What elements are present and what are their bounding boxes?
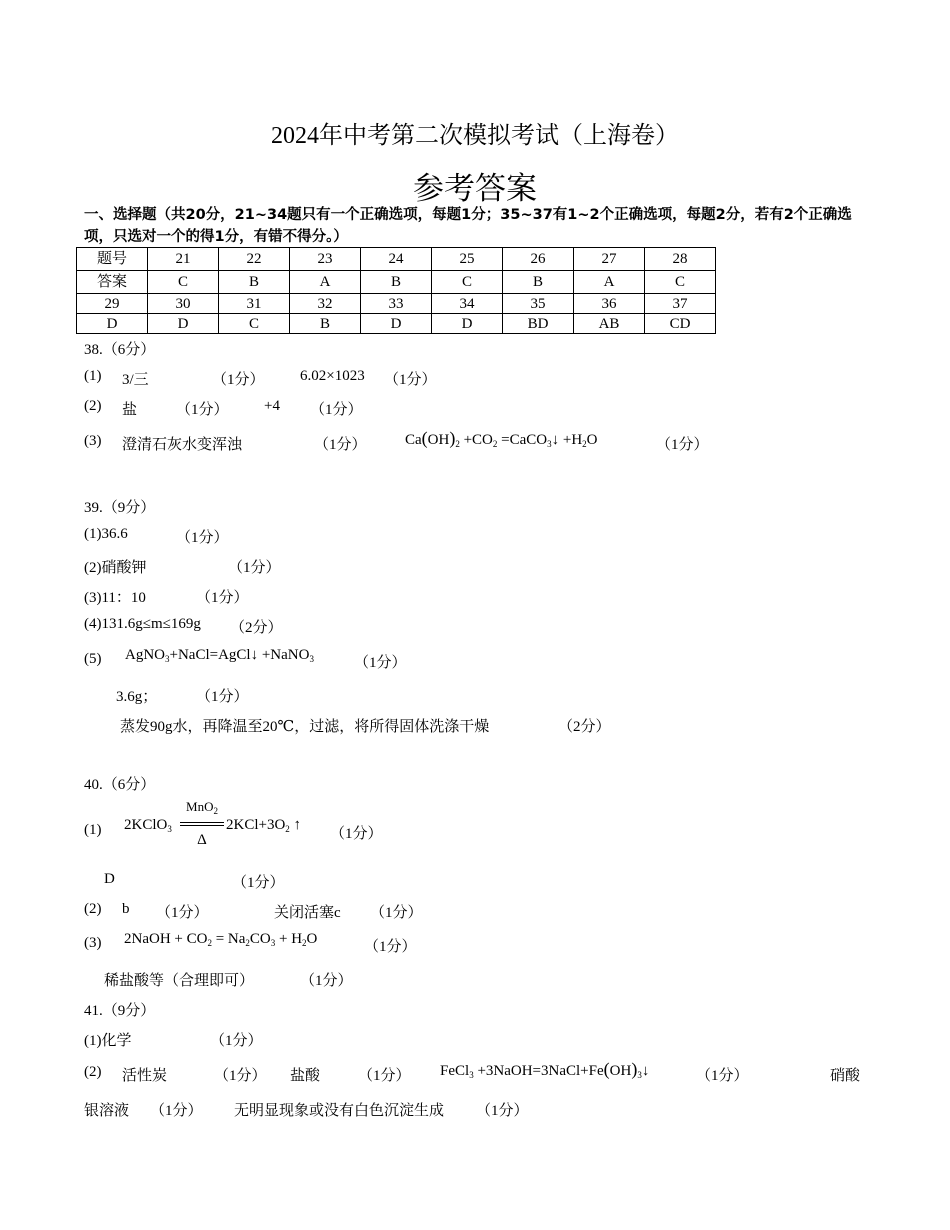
q40-1b-answer: D: [104, 871, 115, 887]
q39-1-score: （1分）: [176, 530, 229, 546]
table-row: [77, 294, 716, 314]
q40-3b-score: （1分）: [300, 973, 353, 989]
table-cell: 34: [432, 294, 503, 314]
q40-1b-score: （1分）: [232, 875, 285, 891]
q38-heading: 38.（6分）: [84, 342, 156, 358]
q41-1-score: （1分）: [210, 1033, 263, 1049]
q38-1-score: （1分）: [212, 372, 265, 388]
q41-3-score-b: （1分）: [476, 1103, 529, 1119]
q41-3-answer: 银溶液: [84, 1103, 130, 1119]
q39-5-equation: AgNO$_3$+NaCl=AgCl↓ +NaNO$_3$: [125, 647, 314, 664]
table-cell: B: [219, 271, 290, 294]
table-cell: 33: [361, 294, 432, 314]
table-row: [77, 271, 716, 294]
q40-1-condition: MnO$_2$ Δ: [180, 800, 224, 849]
q41-2-number: (2): [84, 1064, 102, 1080]
q41-3-score: （1分）: [150, 1103, 203, 1119]
section1-heading: 一、选择题（共20分，21~34题只有一个正确选项，每题1分；35~37有1~2个正确选项，每题2分，若有2个正确选项，只选对一个的得1分，有错不得分。）: [84, 207, 852, 245]
table-cell: C: [432, 271, 503, 294]
q38-2-answer-b: +4: [264, 398, 280, 414]
table-cell: C: [219, 314, 290, 334]
equals-sign: [180, 822, 224, 826]
q41-3-answer-b: 无明显现象或没有白色沉淀生成: [234, 1103, 445, 1119]
q38-1-score-b: （1分）: [384, 372, 437, 388]
table-cell: C: [148, 271, 219, 294]
table-cell: 35: [503, 294, 574, 314]
table-cell: D: [148, 314, 219, 334]
q40-3-score: （1分）: [364, 939, 417, 955]
q38-2-answer: 盐: [122, 402, 138, 418]
table-cell: BD: [503, 314, 574, 334]
q39-5-number: (5): [84, 651, 102, 667]
q40-1-product: $2KCl+3O_2$ ↑: [226, 817, 302, 834]
q41-2-answer: 活性炭: [122, 1068, 168, 1084]
table-cell: 30: [148, 294, 219, 314]
table-cell: 答案: [77, 271, 148, 294]
table-cell: 28: [645, 248, 716, 271]
q38-3-number: (3): [84, 433, 102, 449]
q40-3b-answer: 稀盐酸等（合理即可）: [104, 973, 255, 989]
q39-2-answer: (2)硝酸钾: [84, 560, 147, 576]
q40-2-answer: b: [122, 901, 130, 917]
q40-3-number: (3): [84, 935, 102, 951]
q40-1-number: (1): [84, 822, 102, 838]
q38-1-number: (1): [84, 368, 102, 384]
q40-heading: 40.（6分）: [84, 777, 156, 793]
table-cell: C: [645, 271, 716, 294]
table-cell: 36: [574, 294, 645, 314]
q40-1-reactant: 2KClO$_3$: [124, 817, 172, 834]
table-cell: 22: [219, 248, 290, 271]
table-cell: 24: [361, 248, 432, 271]
table-cell: 26: [503, 248, 574, 271]
q40-2-answer-b: 关闭活塞c: [274, 905, 341, 921]
page-title: 2024年中考第二次模拟考试（上海卷）: [271, 123, 679, 149]
q38-3-answer: 澄清石灰水变浑浊: [122, 437, 243, 453]
q39-2-score: （1分）: [228, 560, 281, 576]
table-cell: B: [361, 271, 432, 294]
table-cell: 21: [148, 248, 219, 271]
table-cell: 27: [574, 248, 645, 271]
table-cell: A: [290, 271, 361, 294]
table-cell: 25: [432, 248, 503, 271]
table-cell: AB: [574, 314, 645, 334]
q41-2-score-b: （1分）: [358, 1068, 411, 1084]
q41-2-score-c: （1分）: [696, 1068, 749, 1084]
table-cell: 32: [290, 294, 361, 314]
table-cell: A: [574, 271, 645, 294]
table-cell: 23: [290, 248, 361, 271]
q40-3-equation: 2NaOH + $CO_2 = Na_2CO_3 + H_2O$: [124, 931, 318, 948]
q39-7-answer: 蒸发90g水，再降温至20℃，过滤，将所得固体洗涤干燥: [120, 719, 490, 735]
q38-2-score-b: （1分）: [310, 402, 363, 418]
q41-heading: 41.（9分）: [84, 1003, 156, 1019]
table-cell: B: [503, 271, 574, 294]
q38-1-answer: 3/三: [122, 372, 149, 388]
q39-5-score: （1分）: [354, 655, 407, 671]
q41-2-equation: FeCl$_3$ $+3NaOH=3NaCl+Fe(OH)_3↓$: [440, 1059, 650, 1080]
q41-1-answer: (1)化学: [84, 1033, 132, 1049]
q38-2-number: (2): [84, 398, 102, 414]
q38-3-score-b: （1分）: [656, 437, 709, 453]
q38-3-equation: $Ca(OH)_2 +CO_2$ =CaCO$_3$↓ $+H_2O$: [405, 428, 598, 449]
q39-4-score: （2分）: [230, 620, 283, 636]
q40-1-score: （1分）: [330, 826, 383, 842]
table-cell: B: [290, 314, 361, 334]
table-row: [77, 314, 716, 334]
answer-table: [76, 247, 716, 334]
table-cell: 29: [77, 294, 148, 314]
q40-2-score-b: （1分）: [370, 905, 423, 921]
q40-2-number: (2): [84, 901, 102, 917]
q41-2-answer-c: 硝酸: [830, 1068, 861, 1084]
table-cell: D: [77, 314, 148, 334]
table-cell: D: [432, 314, 503, 334]
q39-heading: 39.（9分）: [84, 500, 156, 516]
page-subtitle: 参考答案: [413, 171, 537, 206]
q39-6-answer: 3.6g；: [116, 689, 158, 705]
table-cell: D: [361, 314, 432, 334]
q38-1-answer-b: 6.02×1023: [300, 368, 365, 384]
q39-3-score: （1分）: [196, 590, 249, 606]
table-cell: 题号: [77, 248, 148, 271]
q40-2-score: （1分）: [156, 905, 209, 921]
q39-4-answer: (4)131.6g≤m≤169g: [84, 616, 201, 632]
q39-3-answer: (3)11：10: [84, 590, 146, 606]
q41-2-answer-b: 盐酸: [290, 1068, 321, 1084]
q39-7-score: （2分）: [558, 719, 611, 735]
q38-3-score: （1分）: [314, 437, 367, 453]
table-row: [77, 248, 716, 271]
q41-2-score: （1分）: [214, 1068, 267, 1084]
table-cell: 31: [219, 294, 290, 314]
q39-6-score: （1分）: [196, 689, 249, 705]
q39-1-answer: (1)36.6: [84, 526, 128, 542]
table-cell: CD: [645, 314, 716, 334]
table-cell: 37: [645, 294, 716, 314]
q38-2-score: （1分）: [176, 402, 229, 418]
